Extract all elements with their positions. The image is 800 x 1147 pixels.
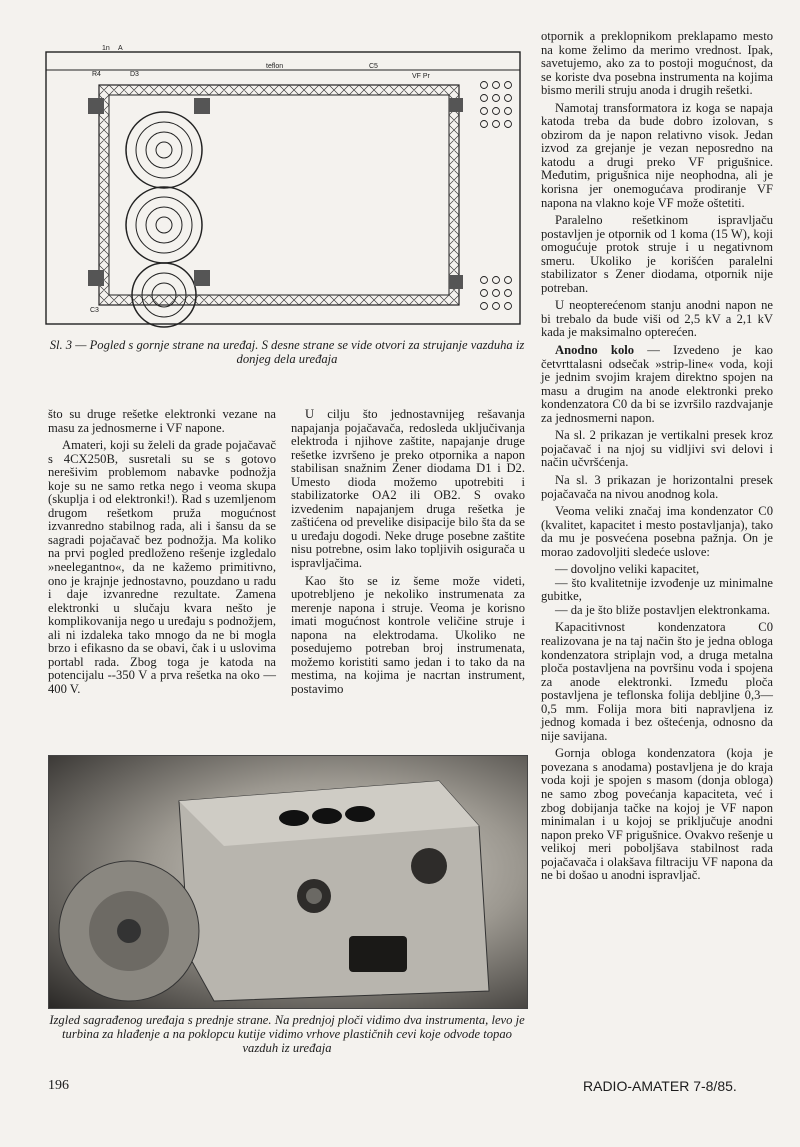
- paragraph: otpornik a preklopnikom preklapamo mesto na kome želimo da merimo vrednost. Ipak, savetujemo, ako za to postoji mogućnost, da se koriste dva posebna instrumenta na kojima bismo merili struju anoda i drugih rešetki.: [541, 29, 773, 98]
- list-item: — što kvalitetnije izvođenje uz minimalne gubitke,: [541, 575, 773, 604]
- paragraph: Kapacitivnost kondenzatora C0 realizovana je na taj način što je jedna obloga kondenzatora striplajn vod, a druga metalna ploča postavljena na površinu voda i spojena za anode elektronki. Između ploča postavljena je teflonska folija debljine 0,3—0,5 mm. Folija mora biti napravljena iz jednog komada i bez oštećenja, odnosno da nije savijana.: [541, 620, 773, 743]
- journal-footer: RADIO-AMATER 7-8/85.: [583, 1078, 737, 1094]
- figure-3-caption: Sl. 3 — Pogled s gornje strane na uređaj. S desne strane se vide otvori za strujanje vazduha iz donjeg dela uređaja: [49, 338, 525, 366]
- left-column: [48, 408, 276, 700]
- paragraph: Amateri, koji su želeli da grade pojačavač s 4CX250B, susretali su se s gotovo nerešivim problemom nabavke podnožja koje su ne samo retka nego i veoma skupa (skuplja i od elektronki!). Rad s uzemljenom drugom rešetkom pruža mogućnost izvanredno stabilnog rada, ali i šansu da se sagradi pojačavač bez podnožja. Ma koliko na prvi pogled predloženo rešenje izgledalo »neelegantno«, da ne kažemo primitivno, ono je krajnje jednostavno, pouzdano u radu i daje izvanredne rezultate. Zamena elektronki u slučaju kvara nešto je komplikovanija nego u uređaju s podnožjem, ali ni izdaleka tako mnogo da ne bi mogla brzo i efikasno da se obavi, čak i u uslovima portabl rada. Zbog toga je katoda na potencijalu --350 V a prva rešetka na oko —400 V.: [48, 438, 276, 696]
- paragraph: Na sl. 2 prikazan je vertikalni presek kroz pojačavač i na njoj su vidljivi svi delovi i način učvršćenja.: [541, 428, 773, 470]
- label-1n: 1n: [102, 45, 110, 52]
- middle-column: [291, 408, 525, 700]
- device-photo-illustration: [49, 756, 527, 1008]
- paragraph: Veoma veliki značaj ima kondenzator C0 (kvalitet, kapacitet i mesto postavljanja), tako da mu je posvećena posebna pažnja. On je morao zadovoljiti sledeće uslove:: [541, 504, 773, 559]
- paragraph: [541, 344, 773, 425]
- page-number: 196: [48, 1078, 69, 1093]
- paragraph: Paralelno rešetkinom ispravljaču postavljen je otpornik od 1 koma (15 W), koji omogućuje protok struje i u negativnom smeru. Ukoliko je korišćen paralelni stabilizator s Zener diodama, otpornik nije potreban.: [541, 213, 773, 295]
- conditions-list: [541, 563, 773, 617]
- paragraph: U cilju što jednostavnijeg rešavanja napajanja pojačavača, redosleda uključivanja elektroda i njihove zaštite, napajanje druge rešetke izvršeno je preko otpornika a napon stabilisan snažnim Zener diodama D1 i D2. Umesto dioda možemo upotrebiti i stabilizatorke OA2 ili OB2. S ovako izvedenim napajanjem druga rešetka je zaštićena od prevelike disipacije bilo šta da se u uređaju dogodi. Neke druge posebne zaštite nisu potrebne, osim lako topljivih osigurača u ispravljačima.: [291, 407, 525, 571]
- label-r4: R4: [92, 71, 101, 78]
- list-item: — dovoljno veliki kapacitet,: [555, 562, 700, 577]
- label-d3: D3: [130, 71, 139, 78]
- label-c5: C5: [369, 63, 378, 70]
- section-heading: Anodno kolo: [555, 343, 635, 358]
- paragraph: što su druge rešetke elektronki vezane na masu za jednosmerne i VF napone.: [48, 407, 276, 435]
- paragraph: Gornja obloga kondenzatora (koja je povezana s anodama) postavljena je do kraja voda koji je spojen s masom (donja obloga) ne samo zbog povećanja kapaciteta, već i zbog dobijanja tačke na kojoj je VF napon minimalan i u kojoj se priključuje anodni napon preko VF prigušnice. Ovakvo rešenje u velikoj meri poboljšava stabilnost rada pojačavača i olakšava filtraciju VF napona da ne bi došao u anodni ispravljač.: [541, 746, 773, 883]
- figure-3-diagram: [44, 40, 524, 330]
- paragraph: Namotaj transformatora iz koga se napaja katoda treba da bude dobro izolovan, s obzirom da je napon relativno visok. Jedan izvod za grejanje je vezan neposredno na katodu a drugi preko VF prigušnice. Međutim, prigušnica nije neophodna, ali je korisna jer onemogućava prodiranje VF napona na vlakno koje VF može oštetiti.: [541, 100, 773, 210]
- amplifier-top-view-drawing: [44, 40, 524, 330]
- paragraph-text: — Izvedeno je kao četvrttalasni odsečak »strip-line« voda, koji je jednim svojim krajem direktno spojen na masu a drugim na anode elektronki preko kondenzatora C0 da bi se izvršilo razdvajanje za jednosmerni napon.: [541, 343, 773, 425]
- right-column: [541, 30, 773, 887]
- label-a: A: [118, 45, 123, 52]
- label-vf-pr: VF Pr: [412, 73, 430, 80]
- device-photo: [48, 755, 528, 1009]
- label-c3: C3: [90, 307, 99, 314]
- label-teflon: teflon: [266, 63, 284, 70]
- photo-caption: Izgled sagrađenog uređaja s prednje strane. Na prednjoj ploči vidimo dva instrumenta, levo je turbina za hlađenje a na poklopcu kutije vidimo vrhove plastičnih cevi koje odvode topao vazduh iz uređaja: [49, 1013, 525, 1055]
- paragraph: Kao što se iz šeme može videti, upotrebljeno je nekoliko instrumenata za merenje napona i struje. Veoma je korisno imati mogućnost kontrole veličine struje i napona na elektrodama. Ukoliko ne posedujemo potreban broj instrumenata, možemo koristiti samo jedan i to tako da na mestima, na kojima je nacrtan instrument, postavimo: [291, 573, 525, 696]
- paragraph: U neopterećenom stanju anodni napon ne bi trebalo da bude viši od 2,5 kV a 2,1 kV kada je maksimalno opterećen.: [541, 298, 773, 340]
- list-item: — da je što bliže postavljen elektronkama.: [555, 602, 771, 617]
- paragraph: Na sl. 3 prikazan je horizontalni presek pojačavača na nivou anodnog kola.: [541, 472, 773, 501]
